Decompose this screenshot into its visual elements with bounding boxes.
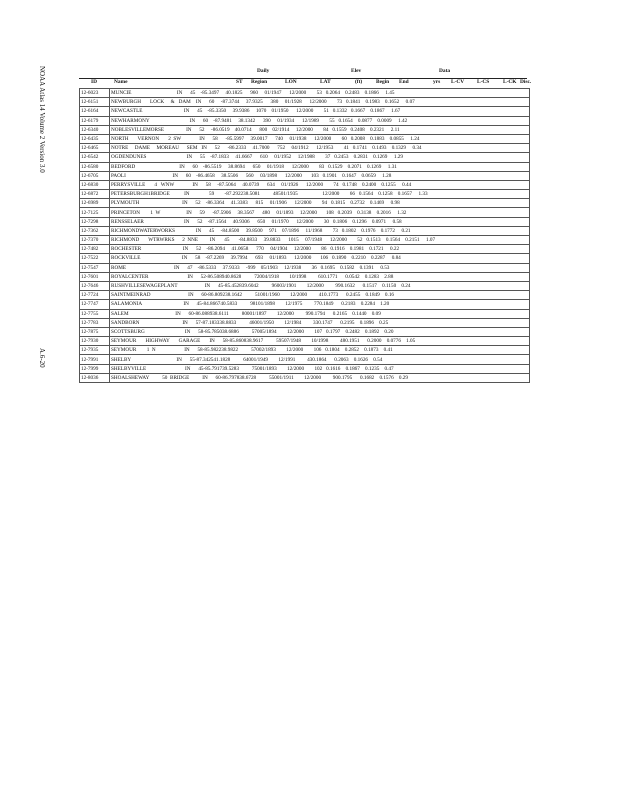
- station-id-cell: 12-7646: [80, 281, 110, 290]
- station-id-cell: 12-6705: [80, 171, 110, 180]
- station-record-cell: PETERSBURGH1BRIDGE IN 59 -87.292238.5081 48501/1935 12/2000 66 0.1564 0.1258 0.1657 1.33: [110, 190, 530, 199]
- station-id-cell: 12-7370: [80, 236, 110, 245]
- station-id-cell: 12-6151: [80, 98, 110, 107]
- station-record-cell: OGDENDUNES IN 55 -87.1833 41.6667 610 01/1952 12/1988 37 0.2453 0.2831 0.1269 1.29: [110, 153, 530, 162]
- station-table: [79, 88, 530, 383]
- station-record-cell: SCOTTSBURG IN 58-85.785038.6886 57005/1894 12/2000 107 0.1797 0.2482 0.1892 0.20: [110, 327, 530, 336]
- station-record-cell: SANDBORN IN 57-87.183338.8833 46001/1950 12/1984 330.1747 0.2195 0.1896 0.25: [110, 318, 530, 327]
- station-record-cell: PLYMOUTH IN 52 -86.3364 41.3383 815 01/1906 12/2000 94 0.1815 0.2732 0.1469 0.98: [110, 199, 530, 208]
- page-number: A.6-20: [38, 348, 46, 368]
- header-lat: LAT: [320, 79, 331, 85]
- station-record-cell: NOBLESVILLEMORSE IN 52 -86.0519 40.0714 800 02/1914 12/2000 84 0.1559 0.2408 0.2321 2.11: [110, 125, 530, 134]
- station-id-cell: 12-6164: [80, 107, 110, 116]
- table-row: [80, 346, 530, 355]
- station-id-cell: 12-7522: [80, 254, 110, 263]
- table-row: [80, 125, 530, 134]
- station-id-cell: 12-6830: [80, 180, 110, 189]
- station-record-cell: PERRYSVILLE 4 WNW IN 58 -87.5064 40.0739 634 01/1926 12/2000 74 0.1748 0.2400 0.1255 0.44: [110, 180, 530, 189]
- station-record-cell: SHELBYVILLE IN 45-85.791739.5283 75001/1893 12/2000 102 0.1616 0.1867 0.1235 0.47: [110, 364, 530, 373]
- station-table-body: [79, 88, 530, 383]
- table-row: [80, 153, 530, 162]
- station-id-cell: 12-6435: [80, 134, 110, 143]
- station-id-cell: 12-7482: [80, 245, 110, 254]
- station-id-cell: 12-7935: [80, 346, 110, 355]
- table-row: [80, 309, 530, 318]
- station-record-cell: RUSHVILLESEWAGEPLANT IN 45-85.452839.6042 96003/1901 12/2000 990.1632 0.1517 0.1150 0.24: [110, 281, 530, 290]
- table-row: [80, 318, 530, 327]
- table-row: [80, 281, 530, 290]
- header-elev: Elev: [351, 68, 362, 74]
- station-record-cell: SAINTMEINRAD IN 60-86.809238.1642 51001/1960 12/2000 410.1773 0.2455 0.1849 0.16: [110, 291, 530, 300]
- table-row: [80, 364, 530, 373]
- table-row: [80, 236, 530, 245]
- station-record-cell: SHOALSHEWAY 50 BRIDGE IN 60-86.797838.6728 55001/1911 12/2000 900.1795 0.1682 0.1576 0.29: [110, 373, 530, 382]
- table-row: [80, 327, 530, 336]
- station-id-cell: 12-6340: [80, 125, 110, 134]
- header-end: End: [399, 79, 409, 85]
- station-id-cell: 12-7298: [80, 217, 110, 226]
- header-begin: Begin: [376, 79, 390, 85]
- header-lon: LON: [285, 79, 297, 85]
- station-id-cell: 12-6872: [80, 190, 110, 199]
- atlas-volume-label: NOAA Atlas 14 Volume 2 Version 3.0: [38, 66, 46, 173]
- table-row: [80, 272, 530, 281]
- table-row: [80, 134, 530, 143]
- header-lcs: L-CS: [477, 79, 490, 85]
- station-record-cell: NORTH VERNON 2 SW IN 58 -85.5997 39.0017 740 01/1938 12/2000 60 0.2008 0.1883 0.0855 1.24: [110, 134, 530, 143]
- station-id-cell: 12-7930: [80, 337, 110, 346]
- side-running-label: [40, 66, 52, 226]
- table-row: [80, 180, 530, 189]
- table-top-rule: [79, 78, 527, 79]
- station-record-cell: SALEM IN 60-86.088938.6111 80001/1897 12/2000 990.1794 0.2165 0.1440 0.09: [110, 309, 530, 318]
- station-record-cell: PRINCETON 1 W IN 59 -87.5906 38.3567 480 01/1893 12/2000 108 0.2039 0.3138 0.2016 1.32: [110, 208, 530, 217]
- station-id-cell: 12-7999: [80, 364, 110, 373]
- header-disc: Disc.: [520, 79, 532, 85]
- station-id-cell: 12-6580: [80, 162, 110, 171]
- station-id-cell: 12-7783: [80, 318, 110, 327]
- station-record-cell: RICHMONDWATERWORKS IN 45 -84.8500 39.8500 971 07/1896 11/1968 73 0.1802 0.1976 0.1772 0.21: [110, 226, 530, 235]
- table-row: [80, 98, 530, 107]
- station-record-cell: RICHMOND WTRWRKS 2 NNE IN 45 -84.8833 39.8833 1015 07/1948 12/2000 52 0.1513 0.1564 0.2151 1.07: [110, 236, 530, 245]
- station-record-cell: NEWHARMONY IN 60 -87.9481 38.1342 390 01/1934 12/1989 55 0.1654 0.0877 0.0009 1.42: [110, 116, 530, 125]
- header-lcv: L-CV: [451, 79, 465, 85]
- station-record-cell: ROCHESTER IN 52 -86.2094 41.0658 770 04/1904 12/2000 86 0.1916 0.1981 0.1721 0.22: [110, 245, 530, 254]
- station-id-cell: 12-6179: [80, 116, 110, 125]
- header-region: Region: [251, 79, 268, 85]
- table-row: [80, 107, 530, 116]
- station-id-cell: 12-7875: [80, 327, 110, 336]
- station-id-cell: 12-6542: [80, 153, 110, 162]
- station-id-cell: 12-7755: [80, 309, 110, 318]
- station-record-cell: SEYMOUR HIGHWAY GARAGE IN 58-85.860838.9617 59507/1948 10/1998 480.1951 0.2000 0.0776 1.05: [110, 337, 530, 346]
- table-row: [80, 217, 530, 226]
- station-id-cell: 12-7125: [80, 208, 110, 217]
- station-id-cell: 12-6465: [80, 144, 110, 153]
- station-record-cell: NOTRE DAME MOREAU SEM IN 52 -86.2333 41.7000 752 04/1912 12/1953 41 0.1741 0.1493 0.1329 0.34: [110, 144, 530, 153]
- station-record-cell: NEWBURGH LOCK & DAM IN 60 -87.3744 37.9325 380 01/1928 12/2000 73 0.1841 0.1983 0.1652 0.07: [110, 98, 530, 107]
- table-row: [80, 190, 530, 199]
- table-row: [80, 208, 530, 217]
- table-row: [80, 144, 530, 153]
- table-row: [80, 254, 530, 263]
- station-record-cell: SHELBY IN 55-87.342541.1828 64001/1949 12/1991 430.1864 0.2063 0.1626 0.54: [110, 355, 530, 364]
- station-id-cell: 12-7362: [80, 226, 110, 235]
- header-yrs: yrs: [433, 79, 441, 85]
- station-id-cell: 12-8036: [80, 373, 110, 382]
- station-record-cell: SALAMONIA IN 45-84.866740.5833 98101/1898 12/1975 770.1849 0.2183 0.2284 1.20: [110, 300, 530, 309]
- table-row: [80, 226, 530, 235]
- table-row: [80, 245, 530, 254]
- table-row: [80, 199, 530, 208]
- table-row: [80, 300, 530, 309]
- header-data: Data: [439, 68, 451, 74]
- header-ft: (ft): [355, 79, 363, 85]
- station-id-cell: 12-6989: [80, 199, 110, 208]
- table-row: [80, 89, 530, 98]
- station-record-cell: SEYMOUR 1 N IN 58-85.982238.9822 57002/1893 12/2000 106 0.1804 0.2852 0.1873 0.41: [110, 346, 530, 355]
- station-id-cell: 12-7991: [80, 355, 110, 364]
- station-id-cell: 12-7547: [80, 263, 110, 272]
- station-record-cell: ROYALCENTER IN 52-86.508940.8628 72004/1918 10/1998 610.1771 0.0542 0.1283 2.88: [110, 272, 530, 281]
- header-lck: L-CK: [503, 79, 517, 85]
- station-record-cell: ROME IN 47 -86.5333 37.9333 -999 05/1903 12/1938 36 0.1695 0.1582 0.1391 0.53: [110, 263, 530, 272]
- station-record-cell: NEWCASTLE IN 45 -85.3350 39.9386 1070 01/1950 12/2000 51 0.1332 0.1667 0.1867 1.67: [110, 107, 530, 116]
- table-row: [80, 116, 530, 125]
- table-row: [80, 337, 530, 346]
- station-record-cell: ROCKVILLE IN 58 -87.2269 39.7994 693 01/1893 12/2000 106 0.1890 0.2210 0.2287 0.84: [110, 254, 530, 263]
- table-row: [80, 263, 530, 272]
- table-row: [80, 162, 530, 171]
- station-id-cell: 12-6023: [80, 89, 110, 98]
- header-id: ID: [91, 79, 97, 85]
- table-row: [80, 171, 530, 180]
- table-row: [80, 291, 530, 300]
- station-id-cell: 12-7724: [80, 291, 110, 300]
- station-id-cell: 12-7747: [80, 300, 110, 309]
- station-record-cell: BEDFORD IN 60 -86.5519 38.8694 650 01/1918 12/2000 83 0.1529 0.2071 0.1269 1.31: [110, 162, 530, 171]
- header-name: Name: [114, 79, 128, 85]
- station-record-cell: RENSSELAER IN 52 -87.1564 40.9306 650 01/1970 12/2000 30 0.1806 0.1296 0.0971 0.58: [110, 217, 530, 226]
- header-daily: Daily: [257, 68, 270, 74]
- table-row: [80, 355, 530, 364]
- station-record-cell: PAOLI IN 60 -86.4658 38.5506 560 03/1898 12/2000 103 0.1901 0.1647 0.0659 1.28: [110, 171, 530, 180]
- table-row: [80, 373, 530, 382]
- station-record-cell: MUNCIE IN 45 -85.3497 40.1825 960 01/1947 12/2000 53 0.2064 0.2483 0.1866 1.45: [110, 89, 530, 98]
- station-id-cell: 12-7601: [80, 272, 110, 281]
- header-st: ST: [236, 79, 243, 85]
